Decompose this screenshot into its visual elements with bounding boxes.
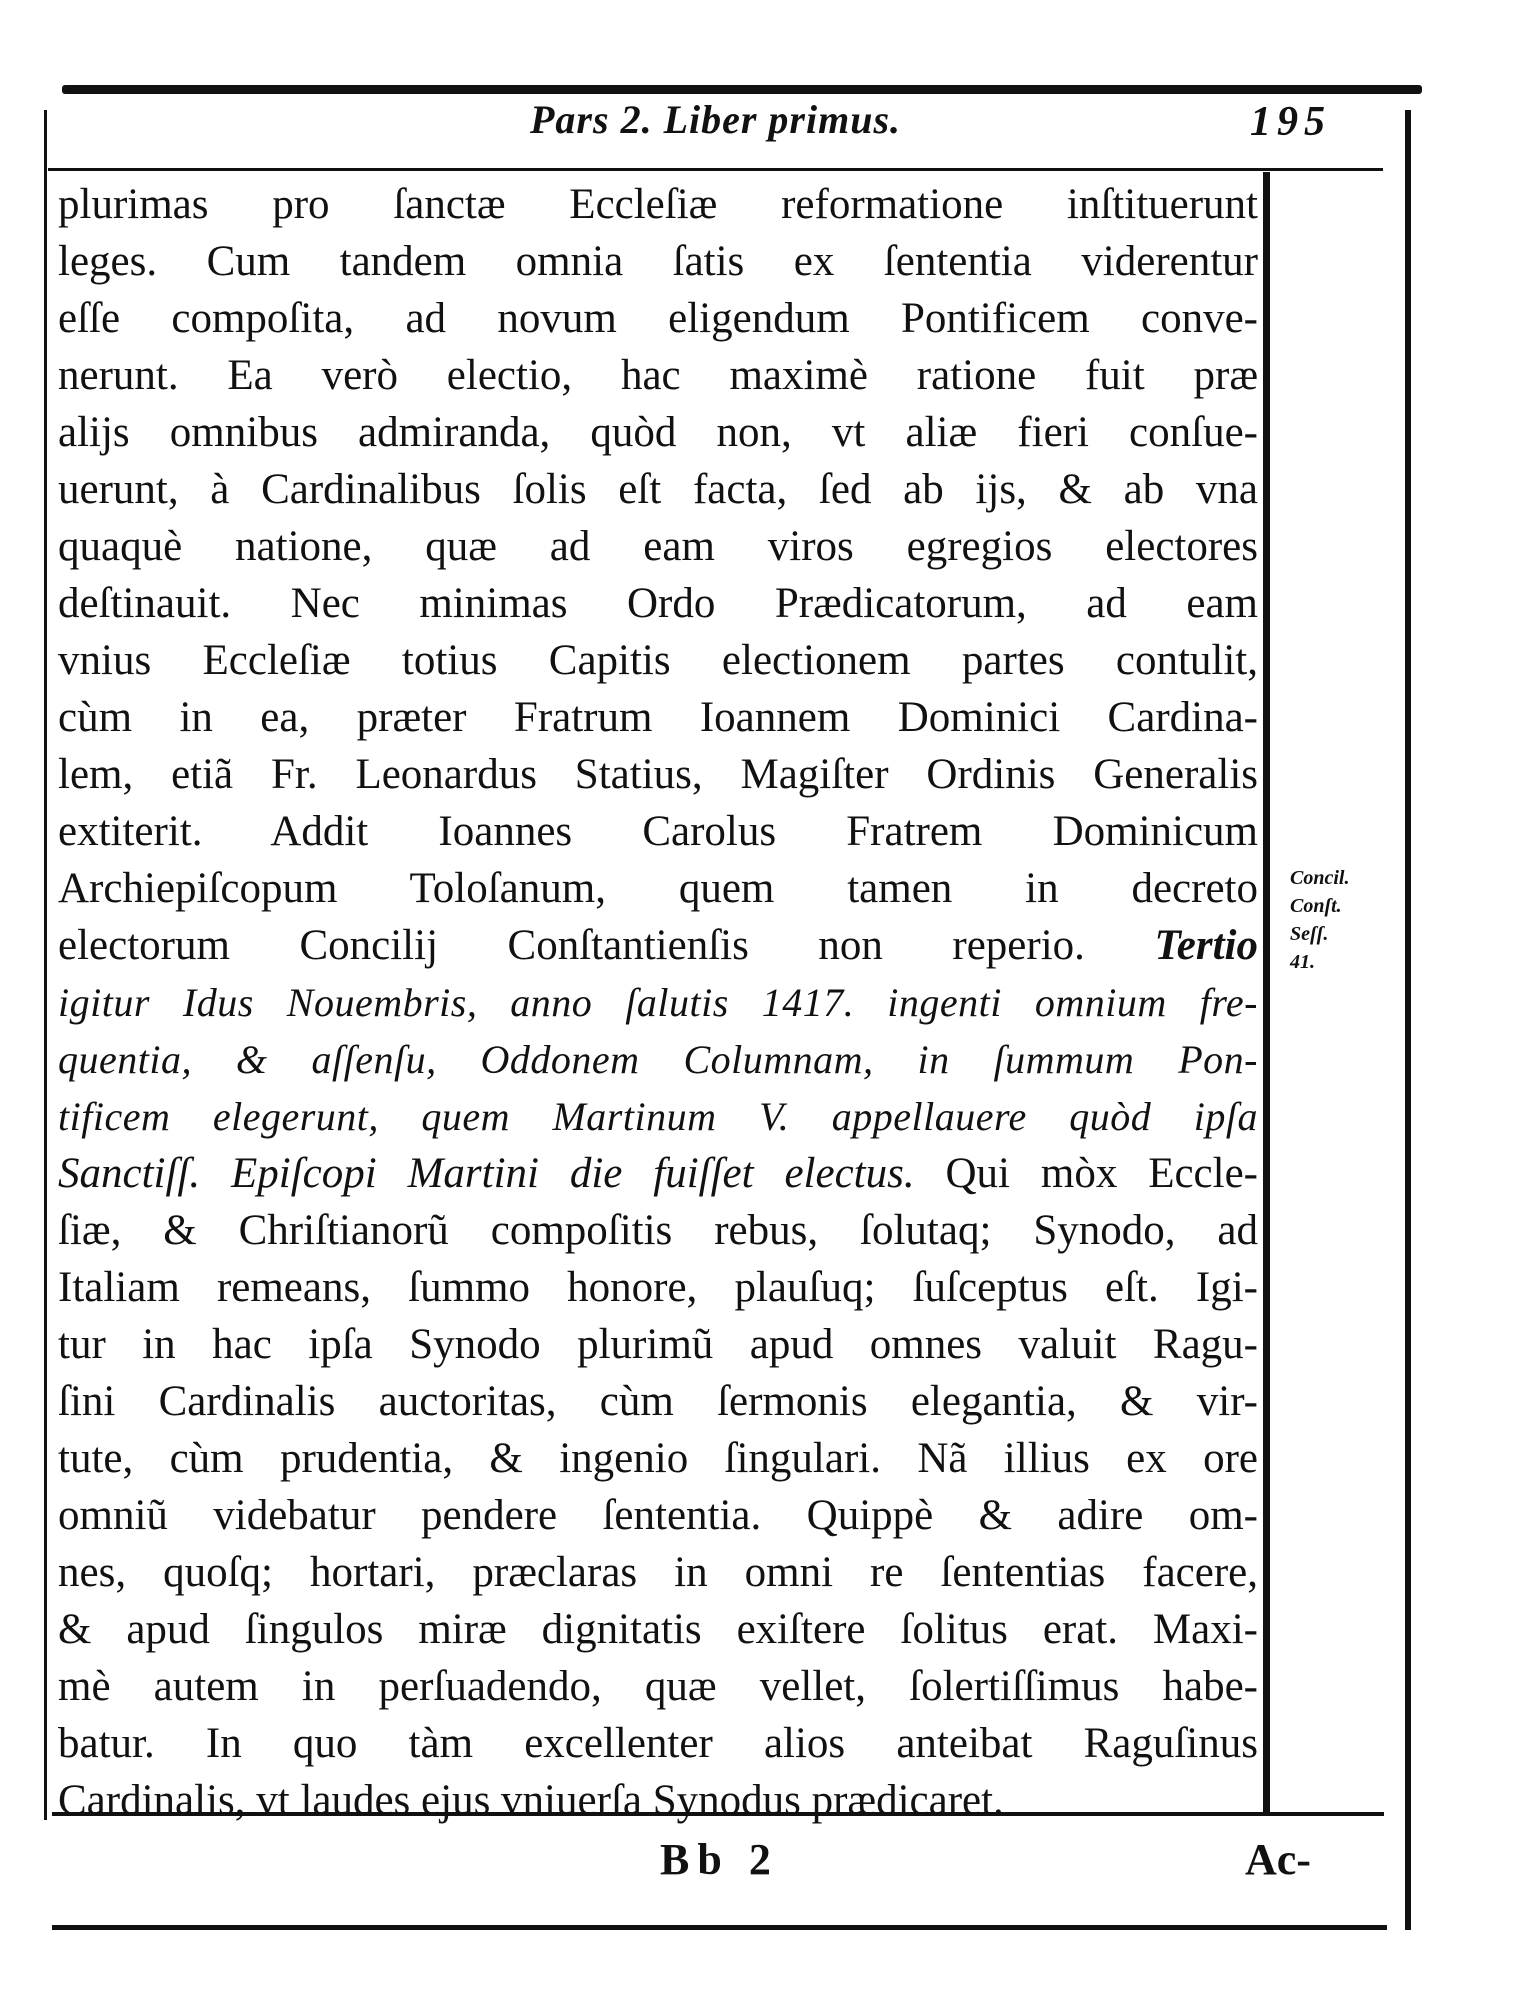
text-line-18 — [58, 1145, 1258, 1202]
text-line-13: Archiepiſcopum Toloſanum, quem tamen in decreto — [58, 865, 1258, 912]
marginal-note-line-3: Seſſ. — [1290, 923, 1329, 945]
column-divider-rule — [1263, 172, 1270, 1812]
text-line-25: nes, quoſq; hortari, præclaras in omni re ſententias facere, — [58, 1549, 1258, 1596]
text-line-3: eſſe compoſita, ad novum eligendum Pontificem conve- — [58, 295, 1258, 342]
text-line-27: mè autem in perſuadendo, quæ vellet, ſolertiſſimus habe- — [58, 1663, 1258, 1710]
text-line-2: leges. Cum tandem omnia ſatis ex ſententia viderentur — [58, 238, 1258, 285]
marginal-note-line-4: 41. — [1290, 951, 1315, 973]
top-rule — [62, 85, 1422, 94]
right-border-rule — [1405, 110, 1411, 1930]
catchword: Ac- — [1245, 1835, 1311, 1884]
page-header — [60, 96, 1400, 162]
text-line-28: batur. In quo tàm excellenter alios anteibat Raguſinus — [58, 1720, 1258, 1767]
marginal-note-line-2: Conſt. — [1290, 895, 1342, 917]
text-line-14 — [58, 917, 1258, 974]
text-line-1: plurimas pro ſanctæ Eccleſiæ reformatione inſtituerunt — [58, 181, 1258, 228]
signature-mark: Bb 2 — [660, 1835, 779, 1884]
text-line-9: vnius Eccleſiæ totius Capitis electionem partes contulit, — [58, 637, 1258, 684]
bottom-rule — [52, 1925, 1387, 1930]
text-line-8: deſtinauit. Nec minimas Ordo Prædicatorum, ad eam — [58, 580, 1258, 627]
text-line-17: tificem elegerunt, quem Martinum V. appellauere quòd ipſa — [58, 1094, 1258, 1139]
text-line-19: ſiæ, & Chriſtianorũ compoſitis rebus, ſolutaq; Synodo, ad — [58, 1207, 1258, 1254]
text-line-15: igitur Idus Nouembris, anno ſalutis 1417. ingenti omnium fre- — [58, 980, 1258, 1025]
marginal-note-line-1: Concil. — [1290, 867, 1350, 889]
text-line-18-italic: Sanctiſſ. Epiſcopi Martini die fuiſſet electus. — [58, 1150, 915, 1197]
text-line-26: & apud ſingulos miræ dignitatis exiſtere ſolitus erat. Maxi- — [58, 1606, 1258, 1653]
text-line-14-italic: Tertio — [1154, 922, 1258, 969]
text-line-29: Cardinalis, vt laudes ejus vniuerſa Synodus prædicaret. — [58, 1777, 1004, 1824]
text-line-12: extiterit. Addit Ioannes Carolus Fratrem Dominicum — [58, 808, 1258, 855]
header-rule — [48, 168, 1383, 171]
text-line-24: omniũ videbatur pendere ſententia. Quippè & adire om- — [58, 1492, 1258, 1539]
text-line-14-roman: electorum Concilij Conſtantienſis non reperio. — [58, 922, 1085, 969]
left-border-rule — [44, 110, 47, 1820]
text-line-23: tute, cùm prudentia, & ingenio ſingulari. Nã illius ex ore — [58, 1435, 1258, 1482]
text-line-22: ſini Cardinalis auctoritas, cùm ſermonis elegantia, & vir- — [58, 1378, 1258, 1425]
text-line-20: Italiam remeans, ſummo honore, plauſuq; ſuſceptus eſt. Igi- — [58, 1264, 1258, 1311]
text-line-5: alijs omnibus admiranda, quòd non, vt aliæ fieri conſue- — [58, 409, 1258, 456]
text-line-21: tur in hac ipſa Synodo plurimũ apud omnes valuit Ragu- — [58, 1321, 1258, 1368]
text-line-4: nerunt. Ea verò electio, hac maximè ratione fuit præ — [58, 352, 1258, 399]
body-text — [58, 176, 1258, 1829]
text-line-7: quaquè natione, quæ ad eam viros egregios electores — [58, 523, 1258, 570]
marginal-note — [1290, 864, 1400, 976]
text-line-16: quentia, & aſſenſu, Oddonem Columnam, in ſummum Pon- — [58, 1037, 1258, 1082]
running-head: Pars 2. Liber primus. — [530, 97, 902, 142]
text-line-11: lem, etiã Fr. Leonardus Statius, Magiſter Ordinis Generalis — [58, 751, 1258, 798]
page-number: 195 — [1250, 99, 1331, 145]
text-line-6: uerunt, à Cardinalibus ſolis eſt facta, ſed ab ijs, & ab vna — [58, 466, 1258, 513]
text-line-10: cùm in ea, præter Fratrum Ioannem Dominici Cardina- — [58, 694, 1258, 741]
text-line-18-roman: Qui mòx Eccle- — [945, 1150, 1258, 1197]
